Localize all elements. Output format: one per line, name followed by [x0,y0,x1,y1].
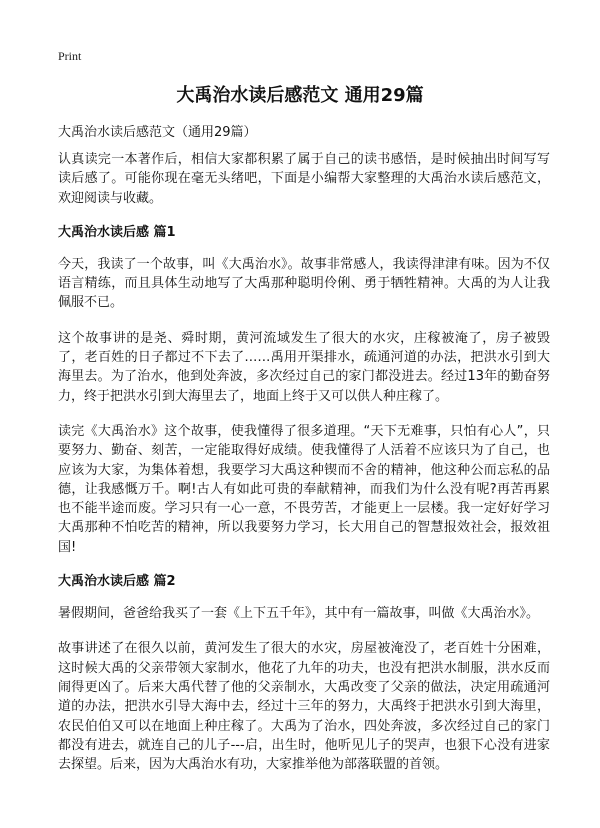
section-paragraph: 读完《大禹治水》这个故事，使我懂得了很多道理。“天下无难事，只怕有心人”，只要努力、勤奋、刻苦，一定能取得好成绩。使我懂得了人活着不应该只为了自己，也应该为大家，为集体着想，我要学习大禹这种锲而不舍的精神，他这种公而忘私的品德，让我感慨万千。啊!古人有如此可贵的奉献精神，而我们为什么没有呢?再苦再累也不能半途而废。学习只有一心一意，不畏劳苦，才能更上一层楼。我一定好好学习大禹那种不怕吃苦的精神，所以我要努力学习，长大用自己的智慧报效社会，报效祖国! [58,423,550,555]
section-paragraph: 今天，我读了一个故事，叫《大禹治水》。故事非常感人，我读得津津有味。因为不仅语言精练，而且具体生动地写了大禹那种聪明伶俐、勇于牺牲精神。大禹的为人让我佩服不已。 [58,256,550,311]
section-2 [58,573,550,774]
section-paragraph: 暑假期间，爸爸给我买了一套《上下五千年》，其中有一篇故事，叫做《大禹治水》。 [58,606,540,622]
print-label: Print [58,49,82,63]
intro-paragraph: 认真读完一本著作后，相信大家都积累了属于自己的读书感悟，是时候抽出时间写写读后感了。可能你现在毫无头绪吧，下面是小编帮大家整理的大禹治水读后感范文，欢迎阅读与收藏。 [58,152,550,206]
section-1 [58,224,550,557]
article-body [58,150,550,790]
page-title: 大禹治水读后感范文 通用29篇 [176,85,424,106]
section-heading: 大禹治水读后感 篇2 [58,574,176,590]
subtitle: 大禹治水读后感范文（通用29篇） [58,125,257,140]
section-heading: 大禹治水读后感 篇1 [58,224,176,240]
section-paragraph: 这个故事讲的是尧、舜时期，黄河流域发生了很大的水灾，庄稼被淹了，房子被毁了，老百姓的日子都过不下去了……禹用开渠排水，疏通河道的办法，把洪水引到大海里去。为了治水，他到处奔波，多次经过自己的家门都没进去。经过13年的勤奋努力，终于把洪水引到大海里去了，地面上终于又可以供人种庄稼了。 [58,330,550,404]
section-paragraph: 故事讲述了在很久以前，黄河发生了很大的水灾，房屋被淹没了，老百姓十分困难，这时候大禹的父亲带领大家制水，他花了九年的功夫，也没有把洪水制服，洪水反而闹得更凶了。后来大禹代替了他的父亲制水，大禹改变了父亲的做法，决定用疏通河道的办法，把洪水引导大海中去，经过十三年的努力，大禹终于把洪水引到大海里，农民伯伯又可以在地面上种庄稼了。大禹为了治水，四处奔波，多次经过自己的家门都没有进去，就连自己的儿子---启，出生时，他听见儿子的哭声，也狠下心没有进家去探望。后来，因为大禹治水有功，大家推举他为部落联盟的首领。 [58,641,550,773]
